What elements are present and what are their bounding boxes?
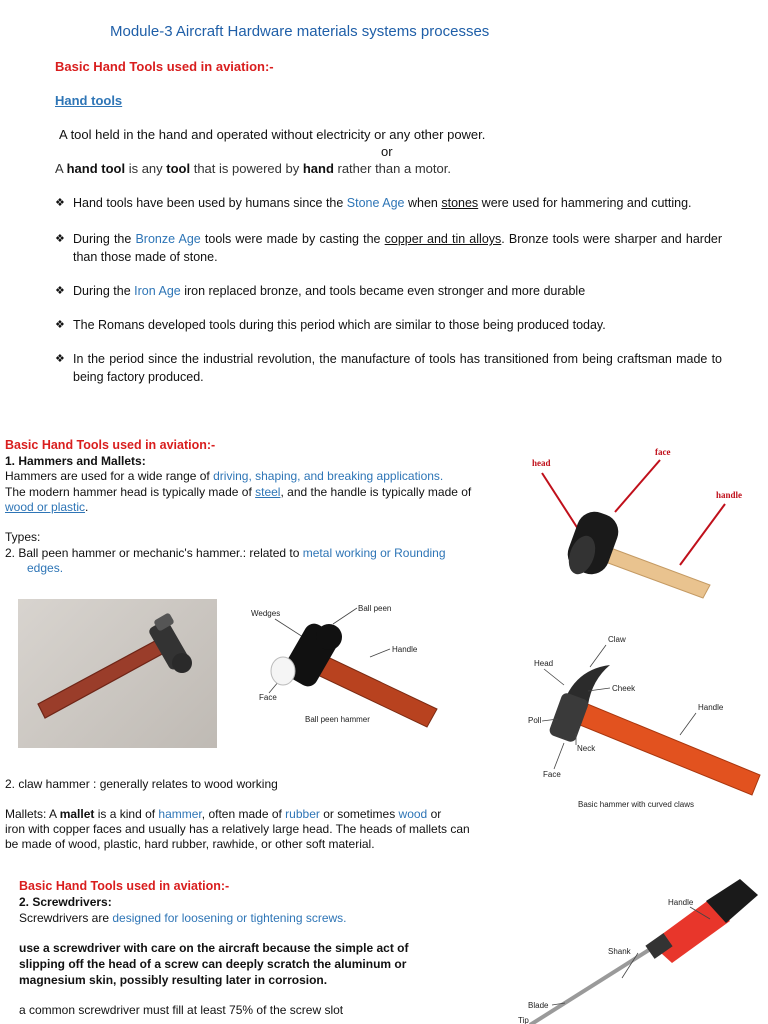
bullet-item: ❖ During the Bronze Age tools were made by casting the copper and tin alloys. Bronze tools were sharper and harder than those made of stone. (55, 232, 723, 264)
cheek-label: Cheek (612, 684, 636, 693)
caption-label: Basic hammer with curved claws (578, 800, 695, 809)
screwdriver-diagram (510, 875, 768, 1024)
mallets-text-2: iron with copper faces and usually has a relatively large head. The heads of mallets can (5, 822, 470, 836)
definition-2: A hand tool is any tool that is powered by hand rather than a motor. (55, 161, 451, 176)
section-heading: Basic Hand Tools used in aviation:- (5, 438, 216, 452)
mallet-image (563, 507, 710, 598)
ball-peen-label: Ball peen (358, 604, 392, 613)
wedges-label: Wedges (251, 609, 281, 618)
face-label: Face (259, 693, 277, 702)
stone-age-link[interactable]: Stone Age (346, 196, 405, 210)
warning-text-3: magnesium skin, possibly resulting later in corrosion. (19, 973, 328, 987)
handle-label: Handle (698, 703, 724, 712)
tip-label: Tip (518, 1016, 529, 1024)
bronze-age-link[interactable]: Bronze Age (135, 232, 201, 246)
handle-label: Handle (392, 645, 418, 654)
types-label: Types: (5, 530, 41, 544)
mallet-face-label: face (655, 447, 671, 457)
claw-hammer-text: 2. claw hammer : generally relates to wood working (5, 777, 278, 791)
iron-age-link[interactable]: Iron Age (134, 284, 181, 298)
face-label: Face (543, 770, 561, 779)
section-heading: Basic Hand Tools used in aviation:- (55, 59, 274, 74)
neck-label: Neck (577, 744, 596, 753)
hammers-text: Hammers are used for a wide range of driving, shaping, and breaking applications. (5, 469, 444, 483)
definition-1: A tool held in the hand and operated without electricity or any other power. (59, 127, 486, 142)
bullet-item: ❖ During the Iron Age iron replaced bronze, and tools became even stronger and more durable (55, 284, 586, 298)
warning-text-2: slipping off the head of a screw can deeply scratch the aluminum or (19, 957, 407, 971)
poll-label: Poll (528, 716, 542, 725)
edges-text: edges. (27, 561, 64, 575)
hammer-head-text: The modern hammer head is typically made of steel, and the handle is typically made of (5, 485, 472, 499)
item-heading: 2. Screwdrivers: (19, 895, 112, 909)
page-title: Module-3 Aircraft Hardware materials systems processes (110, 23, 490, 40)
bullet-item: ❖ The Romans developed tools during this period which are similar to those being produced today. (55, 318, 606, 332)
hand-tools-link[interactable]: Hand tools (55, 93, 123, 108)
mallet-handle-label: handle (716, 490, 743, 500)
wood-plastic-link[interactable]: wood or plastic (5, 500, 86, 514)
steel-link[interactable]: steel (255, 485, 281, 499)
or-text: or (381, 144, 393, 159)
fill-text: a common screwdriver must fill at least 75% of the screw slot (19, 1003, 344, 1017)
mallets-text: Mallets: A mallet is a kind of hammer, often made of rubber or sometimes wood or (5, 807, 442, 821)
ball-peen-text: 2. Ball peen hammer or mechanic's hammer.: related to metal working or Rounding (5, 546, 446, 560)
section-heading: Basic Hand Tools used in aviation:- (19, 879, 230, 893)
shank-label: Shank (608, 947, 631, 956)
handle-label: Handle (668, 898, 694, 907)
bullet-item: ❖ In the period since the industrial revolution, the manufacture of tools has transitioned from being craftsman made to being factory produced. (55, 352, 722, 384)
screwdrivers-text: Screwdrivers are designed for loosening or tightening screws. (19, 911, 347, 925)
item-heading: 1. Hammers and Mallets: (5, 454, 146, 468)
caption-label: Ball peen hammer (305, 715, 370, 724)
ball-peen-diagram (245, 599, 445, 729)
blade-label: Blade (528, 1001, 549, 1010)
claw-label: Claw (608, 635, 626, 644)
claw-hammer-diagram (520, 625, 768, 815)
bullet-item: ❖ Hand tools have been used by humans since the Stone Age when stones were used for hammering and cutting. (55, 196, 692, 210)
mallet-diagram (520, 440, 768, 605)
mallets-text-3: be made of wood, plastic, hard rubber, rawhide, or other soft material. (5, 837, 375, 851)
ball-peen-photo (18, 599, 217, 748)
wood-plastic-text: wood or plastic. (5, 500, 89, 514)
head-label: Head (534, 659, 554, 668)
mallet-head-label: head (532, 458, 551, 468)
warning-text-1: use a screwdriver with care on the aircraft because the simple act of (19, 941, 409, 955)
